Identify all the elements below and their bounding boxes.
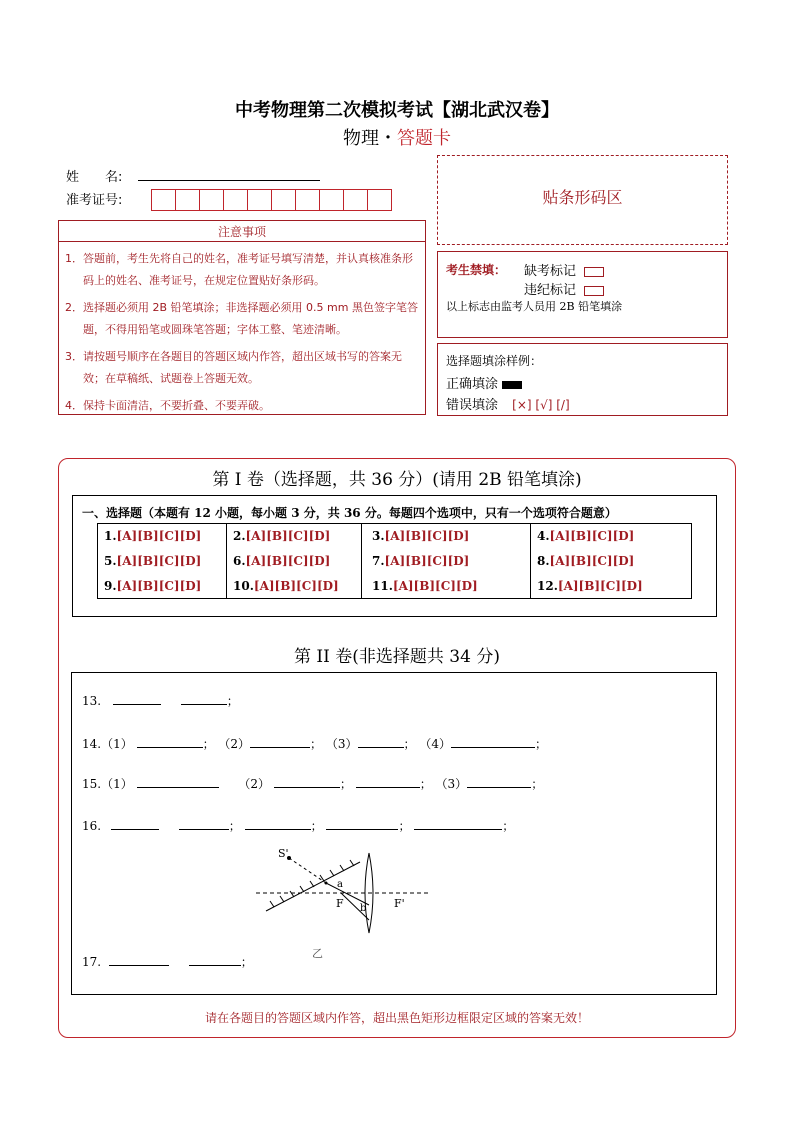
note-item: 1．答题前，考生先将自己的姓名，准考证号填写清楚，并认真核准条形码上的姓名、准考证号，在规定位置贴好条形码。	[65, 252, 413, 287]
choice-item[interactable]: 1.[A][B][C][D]	[98, 524, 227, 549]
question-14: 14.（1） ； （2） ； （3） ； （4） ；	[82, 737, 548, 751]
part2-title: 第 II 卷(非选择题共 34 分)	[294, 647, 500, 667]
choice-item[interactable]: 9.[A][B][C][D]	[98, 573, 227, 598]
answer-blank[interactable]	[113, 694, 161, 705]
forbidden-note: 以上标志由监考人员用 2B 铅笔填涂	[446, 300, 623, 313]
answer-blank[interactable]	[326, 819, 398, 830]
part1-title: 第 I 卷（选择题，共 36 分）(请用 2B 铅笔填涂)	[212, 470, 582, 490]
answer-blank[interactable]	[358, 737, 404, 748]
label-focus-left: F	[336, 897, 344, 910]
choice-instruction: 一、选择题（本题有 12 小题，每小题 3 分，共 36 分。每题四个选项中，只有一个选项符合题意）	[82, 506, 617, 520]
violation-mark-box[interactable]	[584, 286, 604, 296]
choice-item[interactable]: 11.[A][B][C][D]	[362, 573, 531, 598]
subtitle-subject: 物理・	[343, 128, 397, 149]
id-digit-box[interactable]	[175, 189, 200, 211]
filled-mark-icon	[502, 381, 522, 389]
choice-row	[98, 524, 692, 549]
choice-item[interactable]: 10.[A][B][C][D]	[227, 573, 362, 598]
answer-blank[interactable]	[274, 777, 340, 788]
page-title: 中考物理第二次模拟考试【湖北武汉卷】	[235, 100, 559, 121]
answer-blank[interactable]	[451, 737, 535, 748]
absent-mark-row	[524, 260, 604, 279]
question-16: 16. ； ； ； ；	[82, 819, 515, 833]
label-s-prime: S'	[278, 847, 289, 860]
label-focus-right: F'	[394, 897, 405, 910]
choice-row	[98, 573, 692, 598]
id-digit-box[interactable]	[151, 189, 176, 211]
fill-sample-panel	[437, 343, 728, 416]
violation-mark-label: 违纪标记	[524, 283, 577, 298]
choice-item[interactable]: 2.[A][B][C][D]	[227, 524, 362, 549]
page-subtitle	[0, 124, 794, 150]
id-digit-box[interactable]	[319, 189, 344, 211]
answer-blank[interactable]	[111, 819, 159, 830]
answer-blank[interactable]	[467, 777, 531, 788]
answer-blank[interactable]	[356, 777, 420, 788]
answer-blank[interactable]	[109, 955, 169, 966]
question-13: 13. ；	[82, 694, 239, 708]
id-digit-box[interactable]	[367, 189, 392, 211]
choice-row	[98, 549, 692, 574]
answer-blank[interactable]	[179, 819, 229, 830]
incidence-point	[325, 882, 328, 885]
sample-correct-row	[446, 373, 522, 392]
choice-item[interactable]: 7.[A][B][C][D]	[362, 549, 531, 574]
choice-item[interactable]: 5.[A][B][C][D]	[98, 549, 227, 574]
choice-item[interactable]: 6.[A][B][C][D]	[227, 549, 362, 574]
answer-blank[interactable]	[414, 819, 502, 830]
absent-mark-box[interactable]	[584, 267, 604, 277]
answer-blank[interactable]	[181, 694, 227, 705]
note-item: 4．保持卡面清洁，不要折叠、不要弄破。	[65, 399, 270, 412]
id-boxes[interactable]	[152, 189, 418, 215]
answer-blank[interactable]	[189, 955, 241, 966]
answer-blank[interactable]	[245, 819, 311, 830]
question-17: 17. ；	[82, 955, 253, 969]
label-a: a	[337, 879, 343, 890]
id-digit-box[interactable]	[271, 189, 296, 211]
choice-item[interactable]: 3.[A][B][C][D]	[362, 524, 531, 549]
id-digit-box[interactable]	[247, 189, 272, 211]
absent-mark-label: 缺考标记	[524, 264, 577, 279]
name-label: 姓 名:	[66, 170, 123, 185]
label-b: b	[360, 903, 367, 914]
optics-figure	[256, 845, 428, 963]
footer-warning: 请在各题目的答题区域内作答，超出黑色矩形边框限定区域的答案无效！	[204, 1011, 589, 1025]
wrong-marks: [×] [√] [/]	[512, 398, 570, 412]
id-label: 准考证号:	[66, 193, 123, 208]
choice-item[interactable]: 12.[A][B][C][D]	[531, 573, 692, 598]
choice-grid	[97, 523, 692, 599]
sample-wrong-label: 错误填涂	[446, 398, 499, 413]
violation-mark-row	[524, 279, 604, 298]
id-digit-box[interactable]	[199, 189, 224, 211]
id-digit-box[interactable]	[295, 189, 320, 211]
sample-wrong-row	[446, 394, 570, 413]
answer-blank[interactable]	[137, 777, 219, 788]
question-15: 15.（1） （2） ； ； （3） ；	[82, 777, 544, 791]
note-item: 3．请按题号顺序在各题目的答题区域内作答，超出区域书写的答案无效；在草稿纸、试题卷上答题无效。	[65, 350, 402, 385]
notes-heading: 注意事项	[58, 220, 426, 242]
name-field[interactable]	[138, 180, 320, 181]
figure-caption: 乙	[312, 947, 323, 960]
notes-panel	[58, 242, 426, 415]
answer-blank[interactable]	[137, 737, 203, 748]
forbidden-label: 考生禁填：	[446, 263, 507, 277]
answer-blank[interactable]	[250, 737, 310, 748]
id-digit-box[interactable]	[343, 189, 368, 211]
note-item: 2．选择题必须用 2B 铅笔填涂；非选择题必须用 0.5 mm 黑色签字笔答题，不得用铅笔或圆珠笔答题；字体工整、笔迹清晰。	[65, 301, 418, 336]
sample-correct-label: 正确填涂	[446, 377, 499, 392]
barcode-area: 贴条形码区	[437, 155, 728, 245]
id-digit-box[interactable]	[223, 189, 248, 211]
plane-mirror	[266, 862, 360, 911]
subtitle-card: 答题卡	[397, 128, 451, 149]
forbidden-panel	[437, 251, 728, 338]
sample-heading: 选择题填涂样例：	[446, 354, 543, 368]
choice-item[interactable]: 4.[A][B][C][D]	[531, 524, 692, 549]
choice-item[interactable]: 8.[A][B][C][D]	[531, 549, 692, 574]
